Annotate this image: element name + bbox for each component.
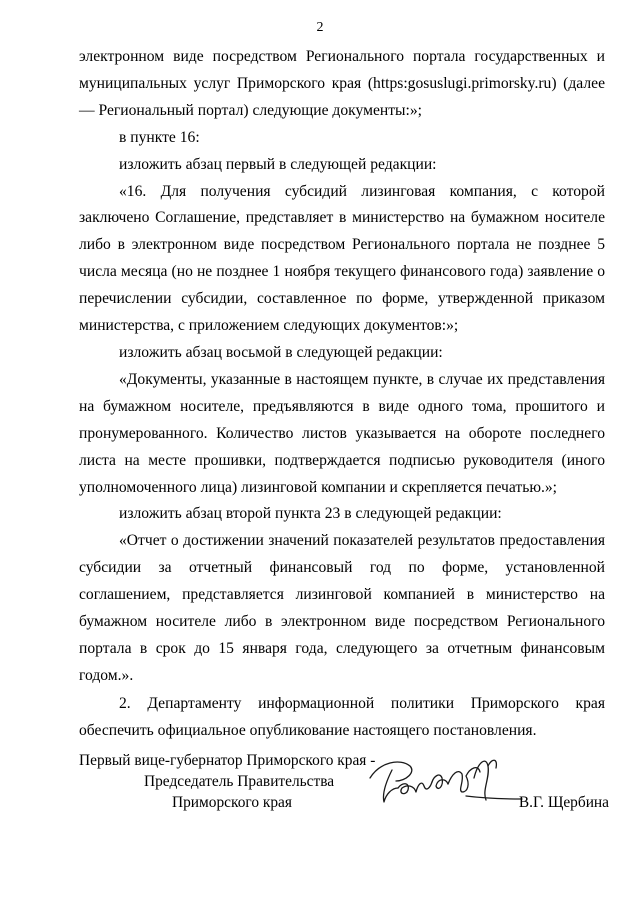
- paragraph-amend-first: изложить абзац первый в следующей редакции:: [119, 155, 437, 173]
- signatory-name: В.Г. Щербина: [518, 794, 609, 811]
- paragraph-quote-16: «16. Для получения субсидий лизинговая компания, с которой заключено Соглашение, представляет в министерство на бумажном носителе либо в электронном виде посредством Регионального портала не позднее 5 числа месяца (но не позднее 1 ноября текущего финансового года) заявление о перечислении субсидии, составленное по форме, утвержденной приказом министерства, с приложением следующих документов:»;: [79, 182, 605, 335]
- signature-block: [79, 748, 609, 818]
- signatory-title-line1: Первый вице-губернатор Приморского края -: [79, 752, 376, 769]
- paragraph-amend-point-23: изложить абзац второй пункта 23 в следующей редакции:: [119, 505, 502, 523]
- paragraph-continuation: электронном виде посредством Регионального портала государственных и муниципальных услуг Приморского края (https:gosuslugi.primorsky.ru) (далее — Региональный портал) следующие документы:»;: [79, 48, 605, 119]
- paragraph-quote-documents: «Документы, указанные в настоящем пункте, в случае их представления на бумажном носителе, предъявляются в виде одного тома, прошитого и пронумерованного. Количество листов указывается на обороте последнего листа на месте прошивки, подтверждается подписью руководителя (иного уполномоченного лица) лизинговой компании и скрепляется печатью.»;: [79, 370, 605, 496]
- handwritten-signature: [366, 748, 524, 816]
- document-body: [79, 44, 605, 745]
- paragraph-amend-eighth: изложить абзац восьмой в следующей редакции:: [119, 343, 443, 361]
- paragraph-point-16: в пункте 16:: [119, 128, 200, 146]
- signatory-title-line2: Председатель Правительства: [144, 773, 335, 790]
- paragraph-quote-report: «Отчет о достижении значений показателей результатов предоставления субсидии за отчетный финансовый год по форме, установленной соглашением, представляется лизинговой компанией в министерство на бумажном носителе либо в электронном виде посредством Регионального портала в срок до 15 января года, следующего за отчетным финансовым годом.».: [79, 532, 605, 684]
- paragraph-item-2: 2. Департаменту информационной политики Приморского края обеспечить официальное опубликование настоящего постановления.: [79, 694, 605, 739]
- page-number: 2: [316, 20, 324, 35]
- signatory-title-line3: Приморского края: [172, 794, 292, 811]
